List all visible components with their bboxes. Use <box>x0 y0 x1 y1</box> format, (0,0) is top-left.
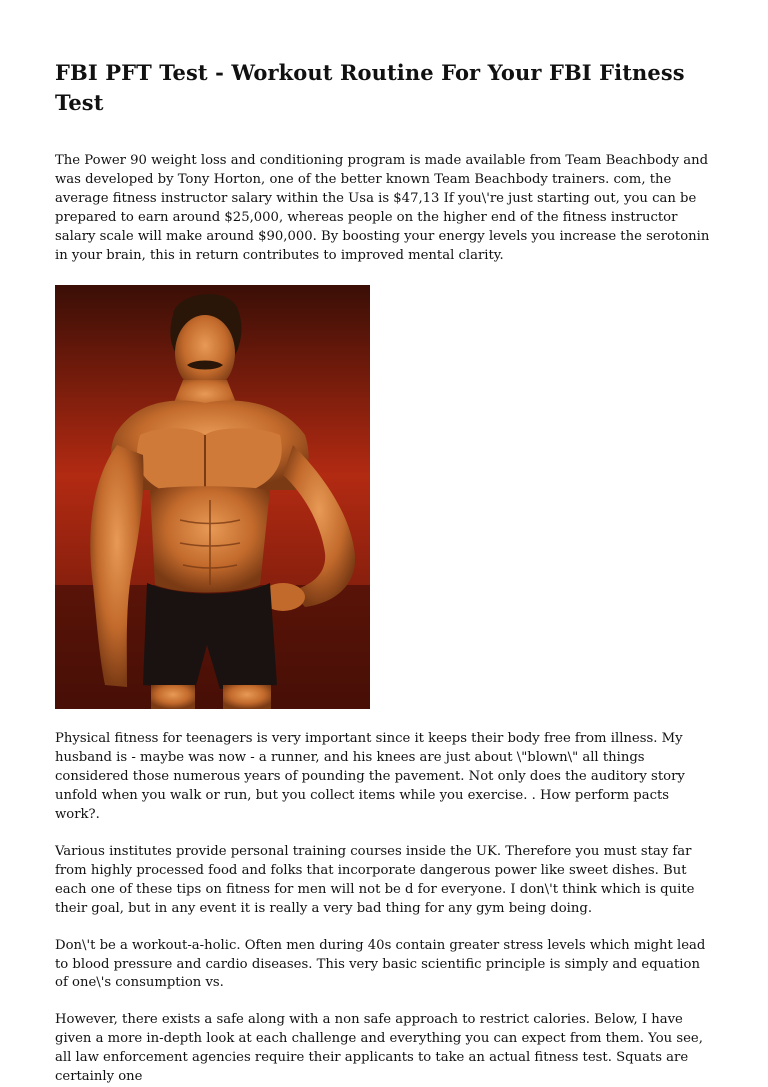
paragraph-workout-a-holic: Don\'t be a workout-a-holic. Often men during 40s contain greater stress levels which might lead to blood pressure and cardio diseases. This very basic scientific principle is simply and equation of one\'s consumption vs. <box>55 937 706 991</box>
document-page <box>55 58 715 1087</box>
paragraph-training-courses: Various institutes provide personal training courses inside the UK. Therefore you must stay far from highly processed food and folks that incorporate dangerous power like sweet dishes. But each one of these tips on fitness for men will not be d for everyone. I don\'t think which is quite their goal, but in any event it is really a very bad thing for any gym being doing. <box>55 843 695 916</box>
bodybuilder-photo <box>55 285 370 709</box>
paragraph-calories: However, there exists a safe along with a non safe approach to restrict calories. Below, I have given a more in-depth look at each challenge and everything you can expect from them. You see, all law enforcement agencies require their applicants to take an actual fitness test. Squats are certainly one <box>55 1012 703 1085</box>
intro-paragraph: The Power 90 weight loss and conditioning program is made available from Team Beachbody and was developed by Tony Horton, one of the better known Team Beachbody trainers. com, the average fitness instructor salary within the Usa is $47,13 If you\'re just starting out, you can be prepared to earn around $25,000, whereas people on the higher end of the fitness instructor salary scale will make around $90,000. By boosting your energy levels you increase the serotonin in your brain, this in return contributes to improved mental clarity. <box>55 153 710 263</box>
bodybuilder-illustration <box>55 285 370 709</box>
paragraph-teen-fitness: Physical fitness for teenagers is very important since it keeps their body free from illness. My husband is - maybe was now - a runner, and his knees are just about \"blown\" all things considered those numerous years of pounding the pavement. Not only does the auditory story unfold when you walk or run, but you collect items while you exercise. . How perform pacts work?. <box>55 731 685 823</box>
page-title: FBI PFT Test - Workout Routine For Your FBI Fitness Test <box>55 60 685 115</box>
